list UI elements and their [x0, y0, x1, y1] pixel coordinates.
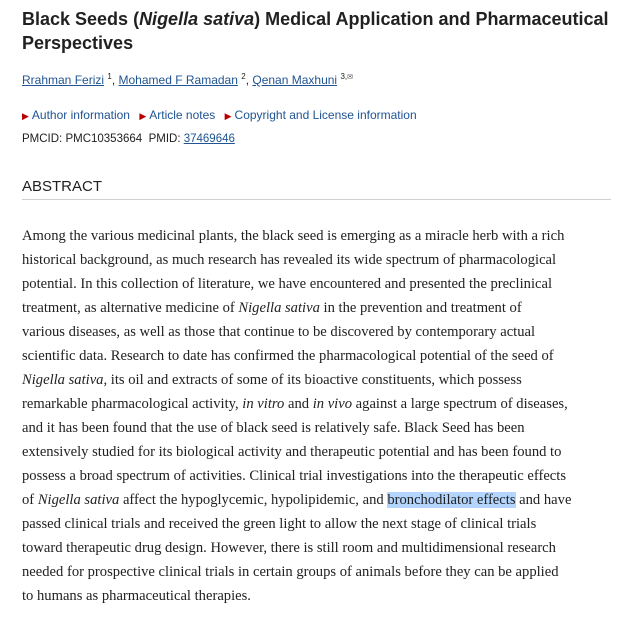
author-link-ferizi[interactable]: Rrahman Ferizi: [22, 73, 105, 87]
article-identifiers: [22, 130, 235, 148]
text-run: and have: [515, 492, 572, 508]
triangle-right-icon: ▶: [224, 111, 232, 121]
abstract-line: passed clinical trials and received the green light to allow the next stage of clinical trials: [22, 516, 537, 532]
text-run: remarkable pharmacological activity,: [22, 396, 243, 412]
author-separator: ,: [111, 73, 119, 87]
text-run: and: [284, 396, 313, 412]
text-run: , its oil and extracts of some of its bioactive constituents, which possess: [103, 372, 522, 388]
author-link-ramadan[interactable]: Mohamed F Ramadan: [118, 73, 238, 87]
pmid-label: PMID:: [148, 133, 181, 145]
abstract-line: to humans as pharmaceutical therapies.: [22, 588, 251, 604]
pmid-link[interactable]: 37469646: [183, 133, 235, 145]
abstract-line: various diseases, as well as those that continue to be discovered by contemporary actual: [22, 324, 536, 340]
text-run: affect the hypoglycemic, hypolipidemic, and: [119, 492, 388, 508]
in-vitro-term: in vitro: [242, 396, 285, 412]
title-part-1: Black Seeds (: [22, 9, 140, 29]
abstract-line: [22, 488, 614, 512]
title-species: Nigella sativa: [139, 9, 255, 29]
abstract-line: [22, 392, 614, 416]
triangle-right-icon: ▶: [22, 111, 29, 121]
author-link-maxhuni[interactable]: Qenan Maxhuni: [252, 73, 338, 87]
author-list: [22, 69, 612, 89]
species-name: Nigella sativa: [37, 492, 120, 508]
author-affiliation-3[interactable]: 3,: [340, 72, 348, 81]
species-name: Nigella sativa: [238, 300, 320, 316]
text-run: against a large spectrum of diseases,: [352, 396, 568, 412]
article-notes-label: Article notes: [149, 108, 216, 122]
article-title: [22, 7, 612, 55]
copyright-license-label: Copyright and License information: [234, 108, 417, 122]
abstract-text: [22, 224, 614, 608]
abstract-line: [22, 368, 614, 392]
author-affiliation-2[interactable]: 2: [241, 72, 246, 81]
text-selection-highlight[interactable]: bronchodilator effects: [387, 492, 516, 508]
abstract-heading: ABSTRACT: [22, 176, 611, 200]
abstract-line: potential. In this collection of literature, we have encountered and presented the preclinical: [22, 276, 553, 292]
text-run: of: [22, 492, 38, 508]
copyright-license-toggle[interactable]: [225, 108, 417, 122]
abstract-line: [22, 296, 614, 320]
title-part-2: ) Medical Application and Pharmaceutical Perspectives: [22, 9, 609, 53]
abstract-line: possess a broad spectrum of activities. Clinical trial investigations into the therapeutic effects: [22, 468, 567, 484]
abstract-line: scientific data. Research to date has confirmed the pharmacological potential of the seed of: [22, 348, 554, 364]
species-name: Nigella sativa: [22, 372, 104, 388]
article-info-links: [22, 106, 622, 125]
in-vivo-term: in vivo: [312, 396, 353, 412]
author-separator: ,: [245, 73, 253, 87]
author-affiliation-1[interactable]: 1: [107, 72, 112, 81]
envelope-icon[interactable]: ✉: [347, 74, 353, 81]
abstract-line: needed for prospective clinical trials in certain groups of animals before they can be applied: [22, 564, 559, 580]
abstract-line: and it has been found that the use of black seed is relatively safe. Black Seed has been: [22, 420, 525, 436]
text-run: treatment, as alternative medicine of: [22, 300, 239, 316]
text-run: in the prevention and treatment of: [319, 300, 522, 316]
triangle-right-icon: ▶: [139, 111, 147, 121]
abstract-line: historical background, as much research has revealed its wide spectrum of pharmacological: [22, 252, 557, 268]
abstract-line: Among the various medicinal plants, the black seed is emerging as a miracle herb with a rich: [22, 228, 565, 244]
article-notes-toggle[interactable]: [139, 108, 215, 122]
abstract-line: extensively studied for its biological activity and therapeutic potential and has been found to: [22, 444, 562, 460]
pmcid-text: PMCID: PMC10353664: [22, 133, 143, 145]
author-information-toggle[interactable]: [22, 108, 130, 122]
abstract-line: toward therapeutic drug design. However, there is still room and multidimensional research: [22, 540, 556, 556]
author-information-label: Author information: [31, 108, 130, 122]
